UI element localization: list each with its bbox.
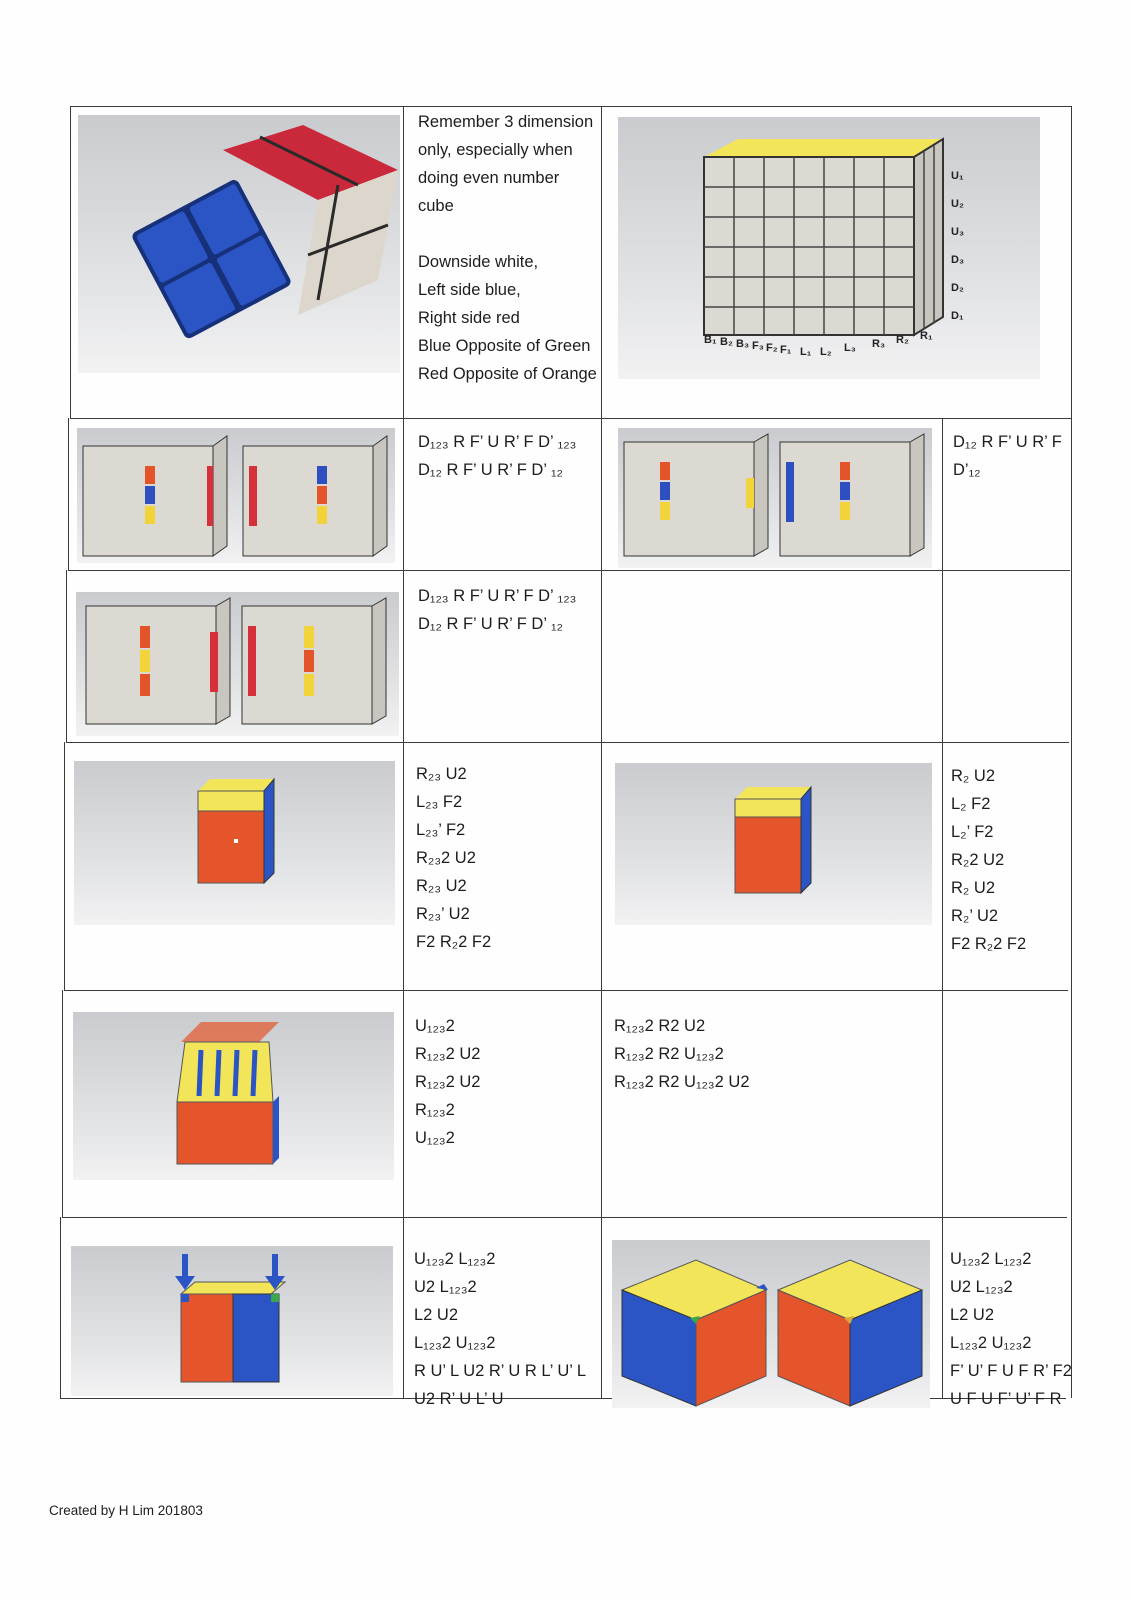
row6-left-photo [71, 1246, 393, 1396]
label-d1: D₁ [951, 310, 964, 322]
label-u3: U₃ [951, 226, 965, 238]
row2-right-moves: D₁₂ R F’ U R’ F D’₁₂ [953, 433, 1062, 479]
label-f2: F₂ [766, 342, 778, 354]
row6-left-moves: U₁₂₃2 L₁₂₃2 U2 L₁₂₃2 L2 U2 L₁₂₃2 U₁₂₃2 R U’ L U2 R’ U R L’ U’ L U2 R’ U L’ U [414, 1250, 587, 1408]
row2-left-photo [77, 428, 395, 563]
row3-left-photo [76, 592, 399, 736]
row4-right-photo [615, 763, 932, 925]
row6-right-photo [612, 1240, 930, 1408]
cube-photo-2x2 [78, 115, 400, 373]
label-l1: L₁ [800, 346, 812, 358]
row2-right-photo [618, 428, 932, 568]
row4-left-moves: R₂₃ U2 L₂₃ F2 L₂₃’ F2 R₂₃2 U2 R₂₃ U2 R₂₃’ U2 F2 R₂2 F2 [416, 765, 492, 951]
intro-text: Remember 3 dimension only, especially when doing even number cube Downside white, Left side blue, Right side red Blue Opposite of Green Red Opposite of Orange [418, 113, 597, 383]
label-f3: F₃ [752, 340, 764, 352]
label-b2: B₂ [720, 336, 733, 348]
row6-right-moves: U₁₂₃2 L₁₂₃2 U2 L₁₂₃2 L2 U2 L₁₂₃2 U₁₂₃2 F’ U’ F U F R’ F2 U F U F’ U’ F R [950, 1250, 1072, 1408]
label-u1: U₁ [951, 170, 964, 182]
label-d2: D₂ [951, 282, 964, 294]
row5-left-moves: U₁₂₃2 R₁₂₃2 U2 R₁₂₃2 U2 R₁₂₃2 U₁₂₃2 [415, 1017, 481, 1147]
label-b1: B₁ [704, 334, 717, 346]
label-u2: U₂ [951, 198, 964, 210]
label-l3: L₃ [844, 342, 856, 354]
label-b3: B₃ [736, 338, 750, 350]
row5-mid-moves: R₁₂₃2 R2 U2 R₁₂₃2 R2 U₁₂₃2 R₁₂₃2 R2 U₁₂₃2 U2 [614, 1017, 750, 1091]
row5-left-photo [73, 1012, 394, 1180]
label-r3: R₃ [872, 338, 886, 350]
footer-credit: Created by H Lim 201803 [49, 1503, 203, 1518]
label-d3: D₃ [951, 254, 965, 266]
row4-right-moves: R₂ U2 L₂ F2 L₂’ F2 R₂2 U2 R₂ U2 R₂’ U2 F2 R₂2 F2 [951, 767, 1027, 953]
label-f1: F₁ [780, 344, 792, 356]
label-l2: L₂ [820, 346, 832, 358]
row4-left-photo [74, 761, 395, 925]
label-r1: R₁ [920, 330, 933, 342]
cube-layer-diagram [618, 117, 1040, 379]
row3-left-moves: D₁₂₃ R F’ U R’ F D’ ₁₂₃ D₁₂ R F’ U R’ F D’ ₁₂ [418, 587, 577, 633]
label-r2: R₂ [896, 334, 909, 346]
row2-left-moves: D₁₂₃ R F’ U R’ F D’ ₁₂₃ D₁₂ R F’ U R’ F D’ ₁₂ [418, 433, 577, 479]
